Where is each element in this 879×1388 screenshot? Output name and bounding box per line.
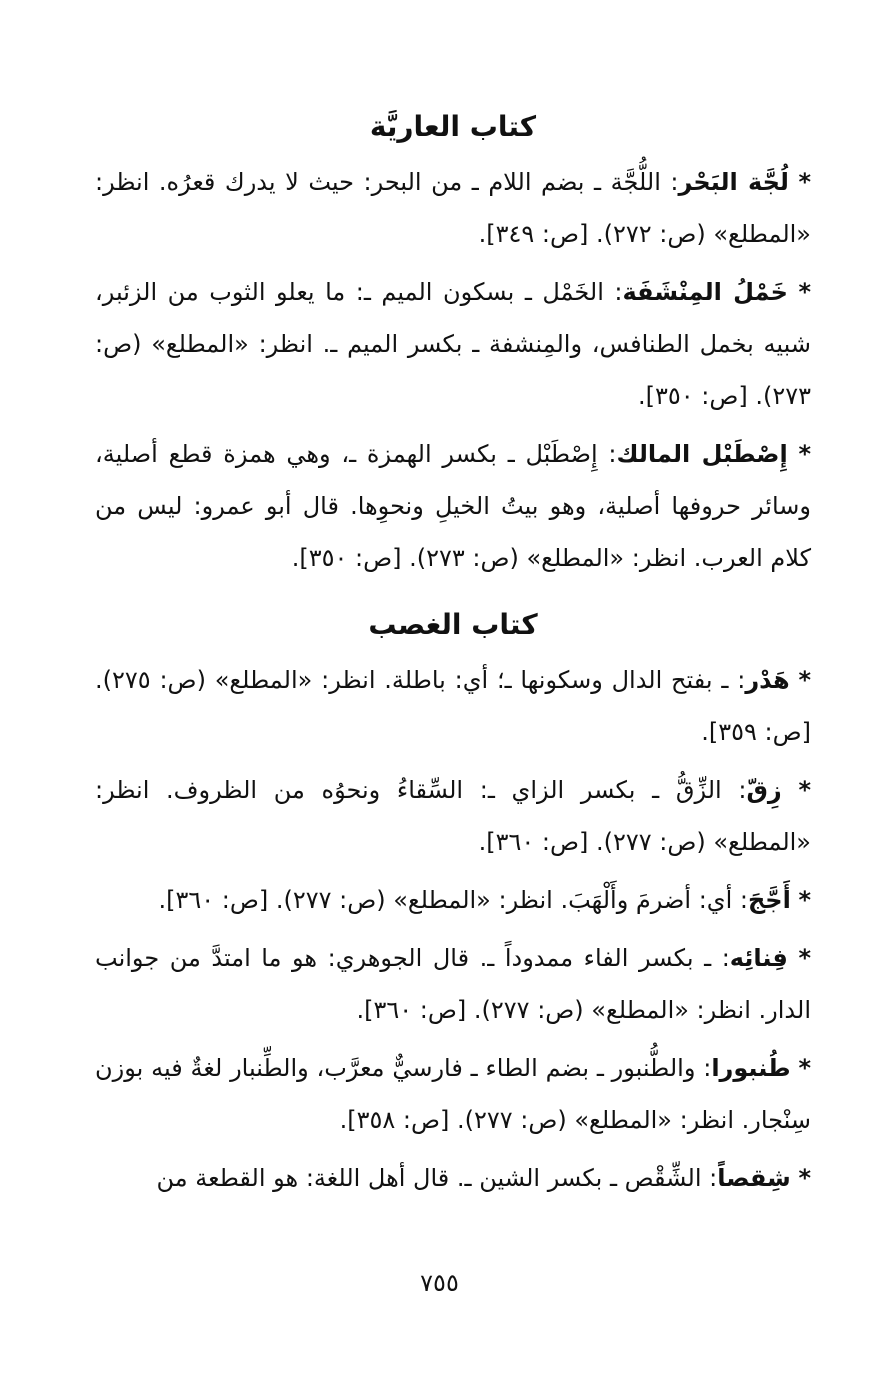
entry-star: * bbox=[798, 440, 811, 468]
entry bbox=[95, 874, 811, 926]
section-title: كتاب العاريَّة bbox=[369, 110, 537, 143]
entry bbox=[95, 266, 811, 422]
entry-text: : اللُّجَّة ـ بضم اللام ـ من البحر: حيث لا يدرك قعرُه. انظر: «المطلع» (ص: ٢٧٢). [ص: ٣٤٩]. bbox=[95, 168, 811, 248]
entry-text: : الشِّقْص ـ بكسر الشين ـ. قال أهل اللغة: هو القطعة من bbox=[156, 1164, 718, 1192]
entry-star: * bbox=[798, 168, 811, 196]
entry-star: * bbox=[798, 886, 811, 914]
entry-star: * bbox=[798, 1164, 811, 1192]
entry bbox=[95, 654, 811, 758]
entry-headword: هَدْر bbox=[745, 666, 790, 694]
entry-text: : الخَمْل ـ بسكون الميم ـ: ما يعلو الثوب من الزئبر، شبيه بخمل الطنافس، والمِنشفة ـ بكسر الميم ـ. انظر: «المطلع» (ص: ٢٧٣). [ص: ٣٥٠]. bbox=[95, 278, 811, 410]
entry-headword: أَجَّجَ bbox=[747, 886, 791, 914]
entry-headword: شِقصاً bbox=[717, 1164, 791, 1192]
entry-headword: طُنبورا bbox=[711, 1054, 791, 1082]
entry-headword: إِصْطَبْل المالك bbox=[616, 440, 788, 468]
entry-star: * bbox=[798, 944, 811, 972]
page-number: ٧٥٥ bbox=[420, 1269, 459, 1297]
entry bbox=[95, 156, 811, 260]
entry-headword: لُجَّة البَحْر bbox=[678, 168, 789, 196]
entry bbox=[95, 932, 811, 1036]
entry bbox=[95, 764, 811, 868]
entry-headword: فِنائِه bbox=[729, 944, 788, 972]
entry bbox=[95, 1152, 811, 1204]
entry-text: : ـ بكسر الفاء ممدوداً ـ. قال الجوهري: هو ما امتدَّ من جوانب الدار. انظر: «المطلع» (ص: ٢٧٧). [ص: ٣٦٠]. bbox=[95, 944, 811, 1024]
entry-text: : إِصْطَبْل ـ بكسر الهمزة ـ، وهي همزة قطع أصلية، وسائر حروفها أصلية، وهو بيتُ الخيلِ ونحوِها. قال أبو عمرو: ليس من كلام العرب. انظر: «المطلع» (ص: ٢٧٣). [ص: ٣٥٠]. bbox=[95, 440, 811, 572]
entry-star: * bbox=[798, 1054, 811, 1082]
entry-text: : ـ بفتح الدال وسكونها ـ؛ أي: باطلة. انظر: «المطلع» (ص: ٢٧٥). [ص: ٣٥٩]. bbox=[95, 666, 811, 746]
entry bbox=[95, 428, 811, 584]
entry-headword: خَمْلُ المِنْشَفَة bbox=[622, 278, 788, 306]
section-title: كتاب الغصب bbox=[368, 608, 538, 641]
entry-text: : والطُّنبور ـ بضم الطاء ـ فارسيٌّ معرَّب، والطِّنبار لغةٌ فيه بوزن سِنْجار. انظر: «المطلع» (ص: ٢٧٧). [ص: ٣٥٨]. bbox=[95, 1054, 811, 1134]
entry-star: * bbox=[798, 776, 811, 804]
entry-star: * bbox=[798, 666, 811, 694]
entry bbox=[95, 1042, 811, 1146]
entry-text: : أي: أضرمَ وأَلْهَبَ. انظر: «المطلع» (ص: ٢٧٧). [ص: ٣٦٠]. bbox=[158, 886, 748, 914]
entry-headword: زِقّ bbox=[746, 776, 782, 804]
entry-text: : الزِّقُّ ـ بكسر الزاي ـ: السِّقاءُ ونحوُه من الظروف. انظر: «المطلع» (ص: ٢٧٧). [ص: ٣٦٠]. bbox=[95, 776, 811, 856]
entry-star: * bbox=[798, 278, 811, 306]
page-body bbox=[95, 92, 811, 1210]
